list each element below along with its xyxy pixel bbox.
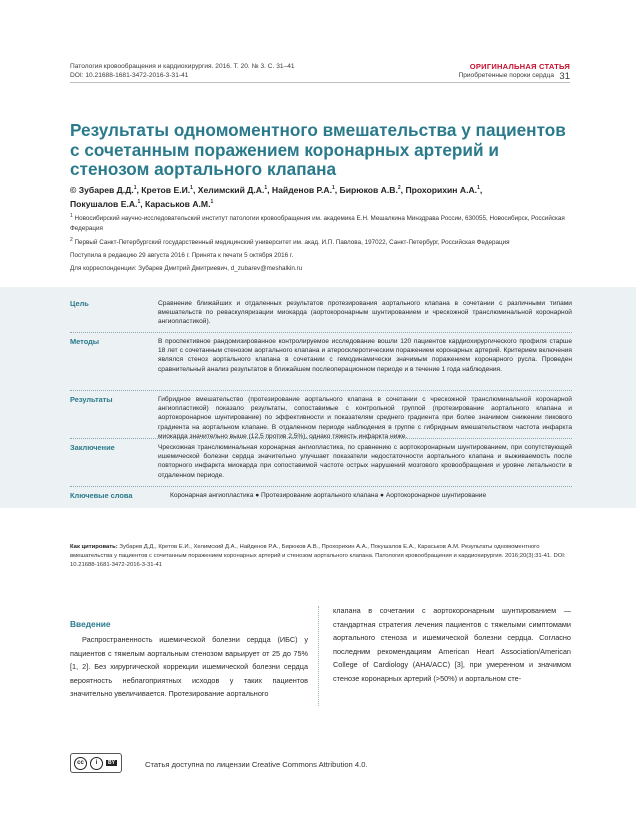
intro-left-column: Распространенность ишемической болезни сердца (ИБС) у пациентов с тяжелым аортальным стенозом варьирует от 25 до 75% [1, 2]. Без хирургической коррекции ишемической болезни сердца вероятность неблагоприятных исходов у таких пациентов значительно увеличивается. Протезирование аортального bbox=[70, 635, 308, 699]
abstract-conclusion bbox=[70, 440, 572, 487]
journal-citation-line: Патология кровообращения и кардиохирургия. 2016. Т. 20. № 3. С. 31–41 bbox=[70, 63, 295, 70]
abstract-label: Заключение bbox=[70, 443, 115, 452]
section-label: ОРИГИНАЛЬНАЯ СТАТЬЯ bbox=[469, 62, 570, 71]
author: Караськов А.М.$^1$ bbox=[145, 198, 214, 209]
abstract-results bbox=[70, 392, 572, 439]
author: Покушалов Е.А.$^1$, bbox=[70, 198, 145, 209]
affiliation-2: $^2$ Первый Санкт-Петербургский государственный медицинский университет им. акад. И.П. Павлова, 197022, Санкт-Петербург, Российская Федерация bbox=[70, 236, 510, 246]
author: Найденов Р.А.$^1$, bbox=[271, 185, 340, 195]
section-heading-introduction: Введение bbox=[70, 619, 111, 629]
column-divider bbox=[318, 606, 319, 706]
cc-icon: cc bbox=[74, 757, 87, 770]
author-list bbox=[70, 184, 590, 211]
cite-label: Как цитировать: bbox=[70, 544, 118, 550]
abstract-label: Методы bbox=[70, 337, 100, 346]
cite-text: Зубарев Д.Д., Кретов Е.И., Хелимский Д.А., Найденов Р.А., Бирюков А.В., Прохорихин А.А., Покушалов Е.А., Караськов А.М. Результаты одномоментного вмешательства у пациентов с сочетанным поражением коронарных артерий и стенозом аортального клапана. Патология кровообращения и кардиохирургия. 2016;20(3):31-41. DOI: 10.21688-1681-3472-2016-3-31-41 bbox=[70, 544, 566, 568]
page-number: 31 bbox=[559, 71, 570, 82]
intro-right-column: клапана в сочетании с аортокоронарным шунтированием — стандартная стратегия лечения пациентов с тяжелыми симптомами аортального стеноза и ишемической болезни сердца. Согласно последним рекомендациям American Heart Association/American College of Cardiology (AHA/ACC) [3], при умеренном и значимом стенозе коронарных артерий (>50%) и аортальном сте- bbox=[333, 606, 571, 683]
abstract-box bbox=[0, 287, 636, 508]
subsection-label: Приобретенные пороки сердца bbox=[458, 72, 554, 79]
cc-by-badge bbox=[70, 753, 122, 773]
author: Бирюков А.В.$^2$, bbox=[339, 185, 406, 195]
abstract-label: Результаты bbox=[70, 395, 113, 404]
header-divider bbox=[70, 82, 570, 83]
abstract-methods bbox=[70, 334, 572, 391]
doi-line: DOI: 10.21688-1681-3472-2016-3-31-41 bbox=[70, 72, 189, 79]
attribution-person-icon: i bbox=[90, 757, 103, 770]
author: Прохорихин А.А.$^1$, bbox=[405, 185, 483, 195]
abstract-label: Цель bbox=[70, 299, 89, 308]
received-dates: Поступила в редакцию 29 августа 2016 г. Принята к печати 5 октября 2016 г. bbox=[70, 252, 294, 259]
by-label: BY bbox=[108, 760, 115, 766]
license-text: Статья доступна по лицензии Creative Commons Attribution 4.0. bbox=[145, 760, 368, 769]
correspondence: Для корреспонденции: Зубарев Дмитрий Дмитриевич, d_zubarev@meshalkin.ru bbox=[70, 265, 303, 272]
abstract-text: Чрескожная транслюминальная коронарная ангиопластика, по сравнению с аортокоронарным шунтированием, при сопутствующей ишемической болезни сердца значительно улучшает показатели недостаточности аортального клапана и выживаемость после повторного инфаркта миокарда при сопоставимой частоте острых нарушений мозгового кровообращения и уровне летальности в отдаленном периоде. bbox=[158, 444, 572, 479]
author: Хелимский Д.А.$^1$, bbox=[197, 185, 272, 195]
author: Кретов Е.И.$^1$, bbox=[141, 185, 198, 195]
how-to-cite bbox=[70, 543, 570, 569]
abstract-text: Сравнение ближайших и отдаленных результатов протезирования аортального клапана в сочетании с различными типами вмешательств по реваскуляризации миокарда (аортокоронарным шунтированием и чрескожной транслюминальной коронарной ангиопластикой). bbox=[158, 300, 572, 326]
abstract-text: В проспективное рандомизированное контролируемое исследование вошли 120 пациентов кардиохирургического профиля старше 18 лет с сочетанным стенозом аортального клапана и атеросклеротическим поражением коронарных артерий. Критерием включения являлся стеноз аортального клапана в сочетании с гемодинамически значимым поражением коронарного русла. Проведен сравнительный анализ результатов в ближайшем послеоперационном периоде и в течение 1 года наблюдения. bbox=[158, 338, 572, 373]
abstract-keywords bbox=[70, 488, 572, 504]
article-title: Результаты одномоментного вмешательства у пациентов с сочетанным поражением коронарных артерий и стенозом аортального клапана bbox=[70, 120, 566, 179]
affiliation-1: $^1$ Новосибирский научно-исследовательский институт патологии кровообращения им. академика Е.Н. Мешалкина Минздрава России, 630055, Новосибирск, Российская Федерация bbox=[70, 212, 565, 232]
journal-header bbox=[70, 62, 295, 80]
abstract-text: Коронарная ангиопластика ● Протезирование аортального клапана ● Аортокоронарное шунтирование bbox=[170, 492, 487, 499]
abstract-aim bbox=[70, 296, 572, 333]
abstract-label: Ключевые слова bbox=[70, 491, 133, 500]
abstract-text: Гибридное вмешательство (протезирование аортального клапана в сочетании с чрескожной транслюминальной коронарной ангиопластикой) показало результаты, сопоставимые с контрольной группой (протезирование аортального клапана и аортокоронарное шунтирование) по эффективности и показателям среднего градиента при более значимом снижении пикового градиента на аортальном клапане. В отдаленном периоде наблюдения в группе с гибридным вмешательством частота инфаркта миокарда значительно выше (12,5 против 2,5%), однако тяжесть инфаркта ниже. bbox=[158, 396, 572, 440]
author: © Зубарев Д.Д.$^1$, bbox=[70, 185, 142, 195]
